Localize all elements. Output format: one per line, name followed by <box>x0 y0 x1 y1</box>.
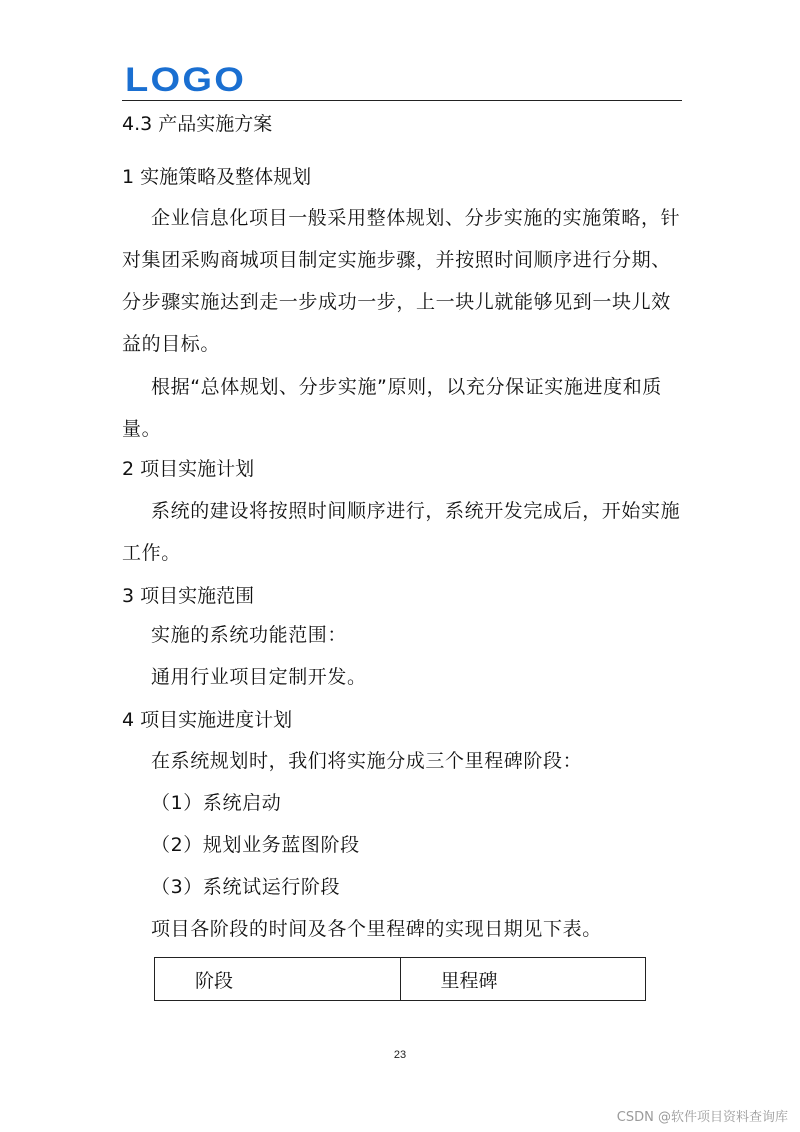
logo: LOGO <box>125 61 247 99</box>
page-number: 23 <box>393 1049 407 1061</box>
paragraph-strategy: 企业信息化项目一般采用整体规划、分步实施的实施策略，针对集团采购商城项目制定实施步骤，并按照时间顺序进行分期、分步骤实施达到走一步成功一步，上一块儿就能够见到一块儿效益的目标。 <box>122 207 681 355</box>
header-divider <box>122 100 682 101</box>
section-title: 4.3 产品实施方案 <box>122 113 273 135</box>
scope-line: 实施的系统功能范围： <box>151 624 348 646</box>
heading-schedule-plan: 4 项目实施进度计划 <box>122 709 293 731</box>
table-header-row <box>155 958 646 1001</box>
heading-implementation-scope: 3 项目实施范围 <box>122 585 255 607</box>
watermark: CSDN @软件项目资料查询库 <box>616 1110 788 1125</box>
table-intro: 项目各阶段的时间及各个里程碑的实现日期见下表。 <box>151 918 602 940</box>
table-header-cell: 里程碑 <box>400 958 646 1001</box>
milestone-table <box>154 957 646 1001</box>
heading-implementation-strategy: 1 实施策略及整体规划 <box>122 166 312 188</box>
scope-line: 通用行业项目定制开发。 <box>151 666 367 688</box>
paragraph-principle: 根据“总体规划、分步实施”原则，以充分保证实施进度和质量。 <box>122 376 662 440</box>
schedule-intro: 在系统规划时，我们将实施分成三个里程碑阶段： <box>151 750 583 772</box>
phase-item: （3）系统试运行阶段 <box>151 876 341 898</box>
phase-item: （2）规划业务蓝图阶段 <box>151 834 360 856</box>
table-header-cell: 阶段 <box>155 958 401 1001</box>
phase-item: （1）系统启动 <box>151 792 282 814</box>
heading-implementation-plan: 2 项目实施计划 <box>122 458 255 480</box>
paragraph-plan: 系统的建设将按照时间顺序进行，系统开发完成后，开始实施工作。 <box>122 500 681 564</box>
